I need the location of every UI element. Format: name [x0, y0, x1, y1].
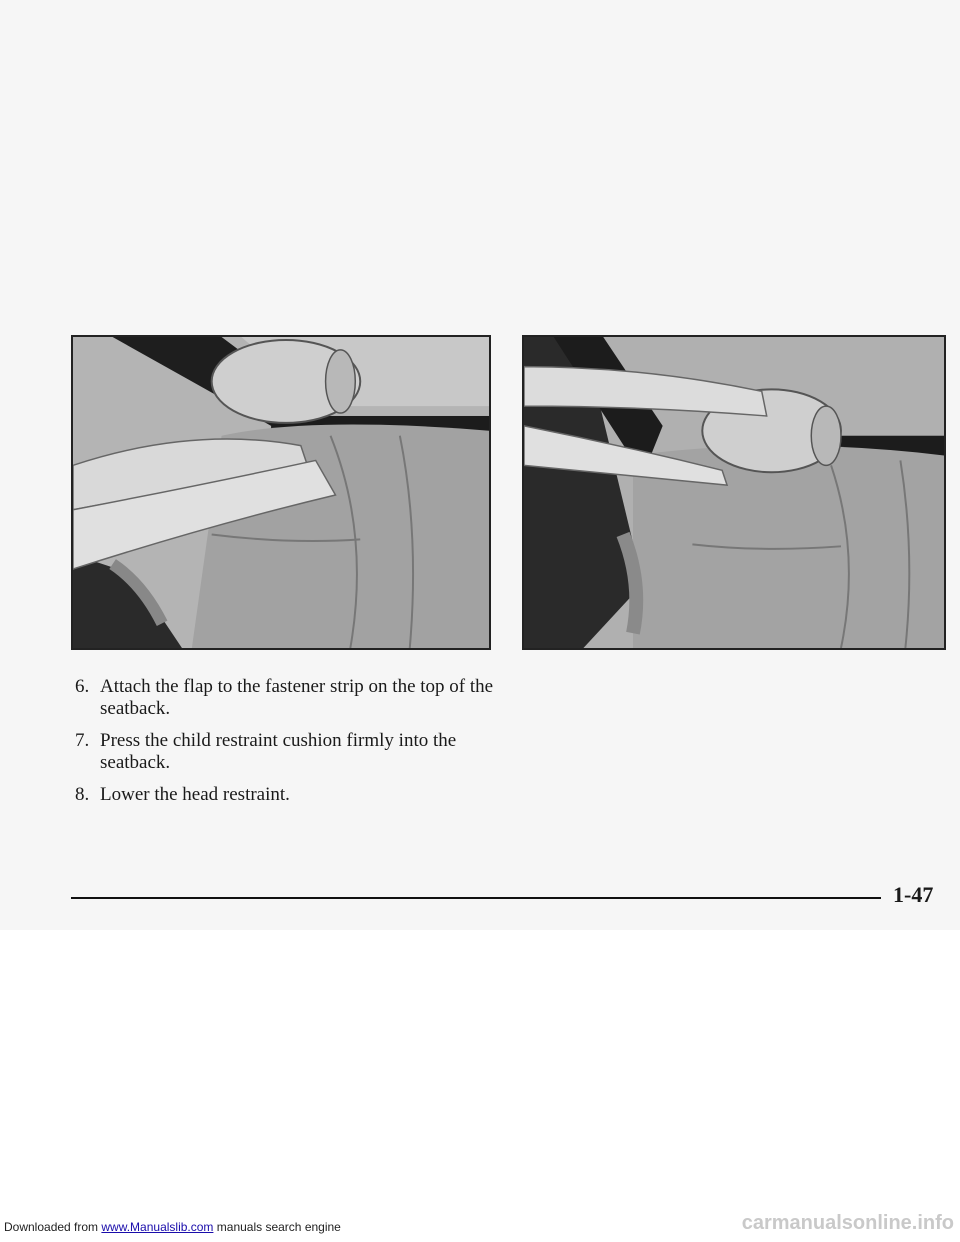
illustration-attach-flap	[71, 335, 491, 650]
step-item	[75, 676, 495, 720]
page-number: 1-47	[893, 882, 934, 907]
watermark: carmanualsonline.info	[741, 1212, 954, 1234]
step-item	[75, 730, 495, 774]
step-text: Press the child restraint cushion firmly into the seatback.	[100, 730, 457, 773]
footer-suffix: manuals search engine	[213, 1220, 341, 1234]
step-text: Attach the flap to the fastener strip on the top of the seatback.	[100, 676, 494, 719]
step-text: Lower the head restraint.	[100, 784, 290, 805]
illustration-press-cushion	[522, 335, 946, 650]
instruction-steps	[75, 676, 495, 816]
footer-rule	[71, 897, 881, 899]
step-number: 7.	[75, 730, 90, 751]
download-footer	[4, 1220, 341, 1234]
step-number: 8.	[75, 784, 90, 805]
footer-prefix: Downloaded from	[4, 1220, 102, 1234]
manualslib-link[interactable]: www.Manualslib.com	[101, 1220, 214, 1234]
step-item	[75, 784, 495, 806]
step-number: 6.	[75, 676, 90, 697]
